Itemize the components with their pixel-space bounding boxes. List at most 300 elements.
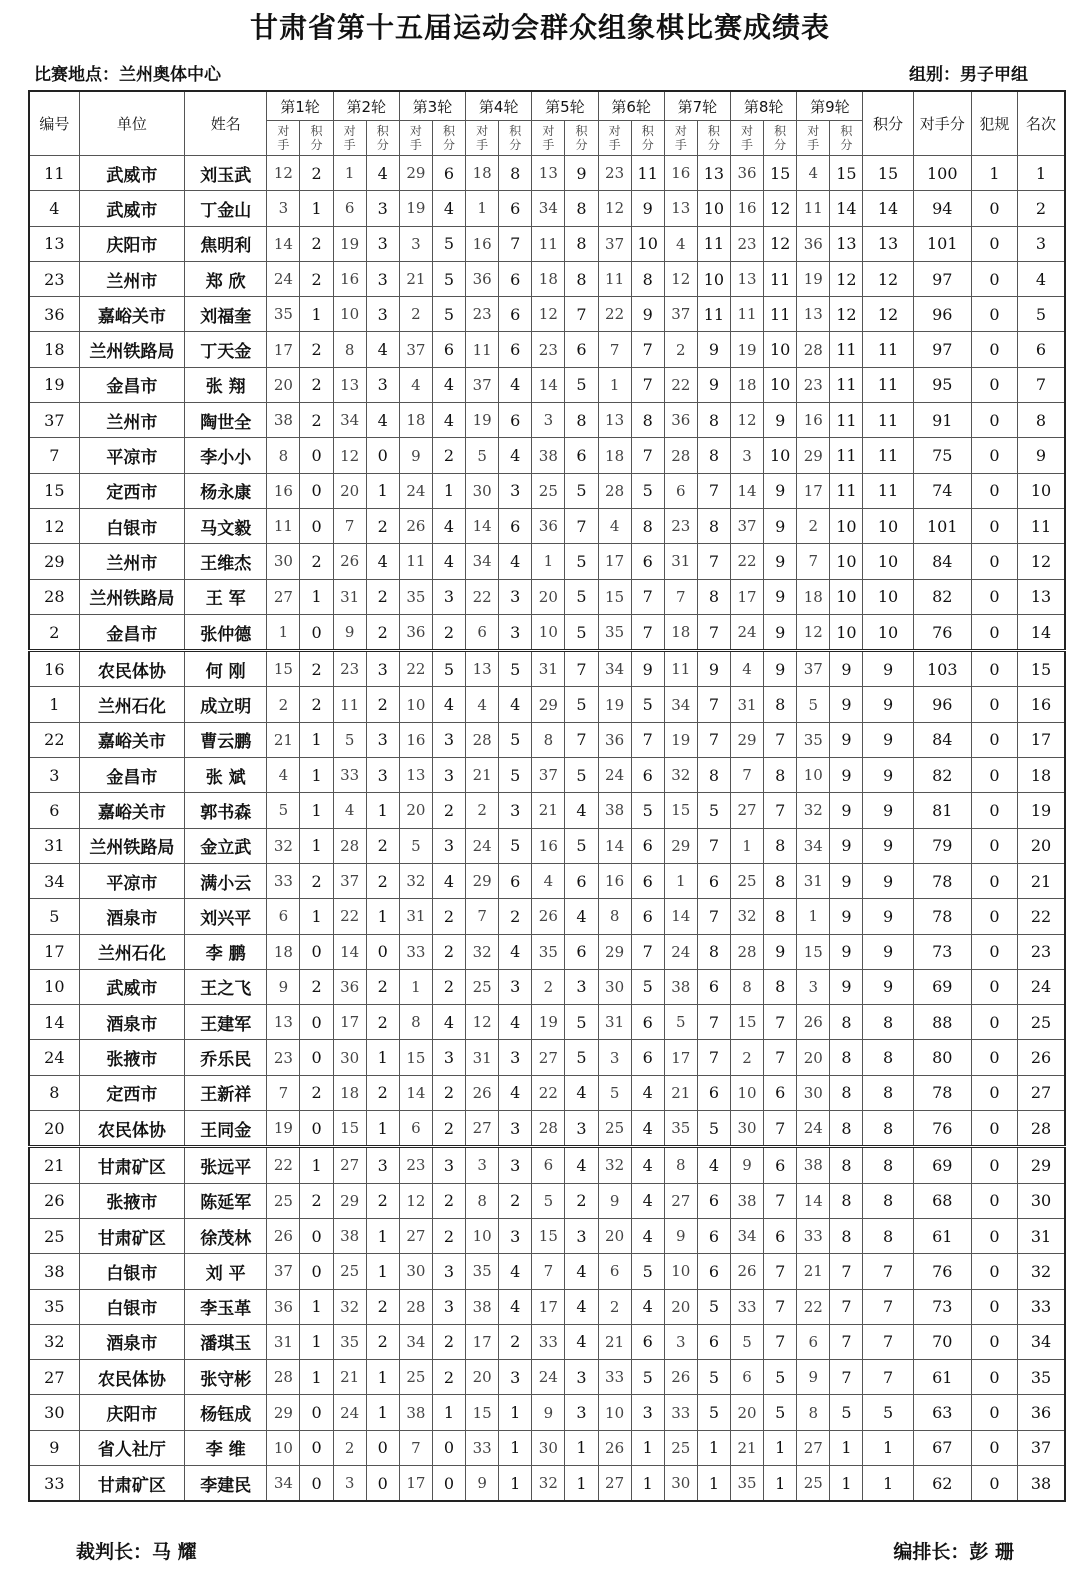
round-7-points: 8 — [697, 438, 730, 473]
table-row — [29, 1040, 1065, 1075]
round-7-opponent: 13 — [664, 191, 697, 226]
round-5-points: 9 — [565, 156, 598, 191]
round-8-opponent: 29 — [731, 722, 764, 757]
round-5-opponent: 25 — [532, 473, 565, 508]
round-5-points: 4 — [565, 1147, 598, 1183]
round-7-points: 5 — [697, 1360, 730, 1395]
round-4-points: 2 — [499, 899, 532, 934]
table-row — [29, 332, 1065, 367]
round-5-points: 7 — [565, 722, 598, 757]
round-1-points: 2 — [300, 156, 333, 191]
total-score: 8 — [863, 1218, 913, 1253]
player-number: 37 — [29, 403, 79, 438]
round-6-opponent: 11 — [598, 261, 631, 296]
round-8-points: 8 — [764, 758, 797, 793]
total-score: 9 — [863, 863, 913, 898]
round-9-opponent: 10 — [797, 758, 830, 793]
round-9-points: 7 — [830, 1254, 863, 1289]
round-7-opponent: 12 — [664, 261, 697, 296]
rank: 31 — [1018, 1218, 1065, 1253]
round-7-points: 5 — [697, 793, 730, 828]
opponent-score: 82 — [913, 579, 971, 614]
round-1-opponent: 14 — [267, 226, 300, 261]
header-round-3-opp: 对 手 — [399, 121, 432, 156]
header-no: 编号 — [29, 91, 79, 156]
rank: 25 — [1018, 1005, 1065, 1040]
round-3-opponent: 33 — [399, 934, 432, 969]
rank: 13 — [1018, 579, 1065, 614]
round-4-points: 1 — [499, 1430, 532, 1465]
round-6-points: 1 — [631, 1465, 664, 1501]
player-name: 何 刚 — [185, 651, 267, 687]
round-1-opponent: 2 — [267, 687, 300, 722]
total-score: 10 — [863, 614, 913, 650]
round-4-points: 4 — [499, 1254, 532, 1289]
table-row — [29, 367, 1065, 402]
round-8-points: 9 — [764, 579, 797, 614]
round-6-opponent: 5 — [598, 1075, 631, 1110]
total-score: 11 — [863, 403, 913, 438]
player-name: 潘琪玉 — [185, 1324, 267, 1359]
round-8-opponent: 38 — [731, 1183, 764, 1218]
header-round-2: 第2轮 — [333, 91, 399, 121]
round-5-points: 6 — [565, 332, 598, 367]
round-2-points: 0 — [366, 934, 399, 969]
opponent-score: 81 — [913, 793, 971, 828]
round-8-points: 9 — [764, 934, 797, 969]
table-row — [29, 1147, 1065, 1183]
round-8-opponent: 34 — [731, 1218, 764, 1253]
round-9-opponent: 18 — [797, 579, 830, 614]
round-6-points: 6 — [631, 828, 664, 863]
player-name: 乔乐民 — [185, 1040, 267, 1075]
table-row — [29, 508, 1065, 543]
player-unit: 兰州市 — [79, 403, 184, 438]
round-5-points: 7 — [565, 508, 598, 543]
round-6-opponent: 22 — [598, 297, 631, 332]
round-8-opponent: 21 — [731, 1430, 764, 1465]
round-1-opponent: 8 — [267, 438, 300, 473]
round-4-opponent: 36 — [466, 261, 499, 296]
opponent-score: 70 — [913, 1324, 971, 1359]
round-8-points: 8 — [764, 863, 797, 898]
table-row — [29, 261, 1065, 296]
player-number: 6 — [29, 793, 79, 828]
round-3-points: 4 — [432, 687, 465, 722]
player-number: 1 — [29, 687, 79, 722]
round-4-opponent: 11 — [466, 332, 499, 367]
round-4-opponent: 9 — [466, 1465, 499, 1501]
round-2-points: 1 — [366, 1111, 399, 1147]
round-1-opponent: 32 — [267, 828, 300, 863]
table-row — [29, 828, 1065, 863]
round-4-points: 4 — [499, 438, 532, 473]
round-3-points: 0 — [432, 1430, 465, 1465]
round-8-points: 1 — [764, 1465, 797, 1501]
opponent-score: 80 — [913, 1040, 971, 1075]
round-8-points: 6 — [764, 1075, 797, 1110]
round-4-opponent: 29 — [466, 863, 499, 898]
round-2-opponent: 15 — [333, 1111, 366, 1147]
player-unit: 兰州市 — [79, 261, 184, 296]
opponent-score: 73 — [913, 934, 971, 969]
rank: 12 — [1018, 544, 1065, 579]
foul-count: 0 — [971, 1289, 1017, 1324]
round-6-points: 4 — [631, 1218, 664, 1253]
round-7-points: 11 — [697, 297, 730, 332]
round-8-opponent: 2 — [731, 1040, 764, 1075]
player-unit: 兰州石化 — [79, 934, 184, 969]
player-number: 13 — [29, 226, 79, 261]
foul-count: 0 — [971, 793, 1017, 828]
round-9-opponent: 8 — [797, 1395, 830, 1430]
round-9-points: 8 — [830, 1147, 863, 1183]
round-4-points: 4 — [499, 1289, 532, 1324]
round-4-points: 5 — [499, 758, 532, 793]
round-4-points: 3 — [499, 579, 532, 614]
round-3-points: 6 — [432, 332, 465, 367]
round-9-opponent: 26 — [797, 1005, 830, 1040]
round-9-opponent: 34 — [797, 828, 830, 863]
player-number: 3 — [29, 758, 79, 793]
round-9-points: 9 — [830, 758, 863, 793]
round-1-points: 0 — [300, 1430, 333, 1465]
round-6-points: 4 — [631, 1147, 664, 1183]
round-2-opponent: 17 — [333, 1005, 366, 1040]
foul-count: 0 — [971, 1005, 1017, 1040]
round-9-points: 8 — [830, 1075, 863, 1110]
player-unit: 张掖市 — [79, 1183, 184, 1218]
round-8-points: 6 — [764, 1147, 797, 1183]
total-score: 8 — [863, 1111, 913, 1147]
header-round-3-pts: 积 分 — [432, 121, 465, 156]
round-4-points: 4 — [499, 544, 532, 579]
round-5-opponent: 35 — [532, 934, 565, 969]
round-6-opponent: 29 — [598, 934, 631, 969]
round-8-opponent: 6 — [731, 1360, 764, 1395]
table-row — [29, 1395, 1065, 1430]
opponent-score: 61 — [913, 1360, 971, 1395]
round-2-opponent: 30 — [333, 1040, 366, 1075]
round-1-opponent: 35 — [267, 297, 300, 332]
header-round-8-pts: 积 分 — [764, 121, 797, 156]
round-8-points: 7 — [764, 1324, 797, 1359]
foul-count: 0 — [971, 687, 1017, 722]
round-6-points: 6 — [631, 1324, 664, 1359]
foul-count: 0 — [971, 473, 1017, 508]
round-7-points: 6 — [697, 969, 730, 1004]
round-3-points: 3 — [432, 722, 465, 757]
round-4-points: 6 — [499, 332, 532, 367]
round-9-points: 11 — [830, 332, 863, 367]
round-3-points: 4 — [432, 544, 465, 579]
round-1-points: 0 — [300, 1395, 333, 1430]
opponent-score: 61 — [913, 1218, 971, 1253]
round-6-points: 4 — [631, 1183, 664, 1218]
round-1-opponent: 16 — [267, 473, 300, 508]
player-number: 14 — [29, 1005, 79, 1040]
round-9-opponent: 12 — [797, 614, 830, 650]
round-6-points: 6 — [631, 1040, 664, 1075]
round-3-points: 0 — [432, 1465, 465, 1501]
round-1-points: 0 — [300, 473, 333, 508]
round-3-opponent: 38 — [399, 1395, 432, 1430]
player-number: 2 — [29, 614, 79, 650]
round-9-points: 10 — [830, 579, 863, 614]
player-unit: 甘肃矿区 — [79, 1147, 184, 1183]
round-6-opponent: 1 — [598, 367, 631, 402]
rank: 23 — [1018, 934, 1065, 969]
header-round-2-pts: 积 分 — [366, 121, 399, 156]
table-row — [29, 1289, 1065, 1324]
round-5-points: 3 — [565, 1218, 598, 1253]
foul-count: 0 — [971, 1040, 1017, 1075]
round-6-opponent: 10 — [598, 1395, 631, 1430]
round-9-opponent: 22 — [797, 1289, 830, 1324]
round-7-opponent: 36 — [664, 403, 697, 438]
total-score: 12 — [863, 261, 913, 296]
round-5-opponent: 2 — [532, 969, 565, 1004]
round-7-points: 7 — [697, 899, 730, 934]
round-5-opponent: 29 — [532, 687, 565, 722]
round-1-points: 1 — [300, 758, 333, 793]
player-number: 25 — [29, 1218, 79, 1253]
rank: 38 — [1018, 1465, 1065, 1501]
round-7-opponent: 25 — [664, 1430, 697, 1465]
round-1-opponent: 10 — [267, 1430, 300, 1465]
round-7-opponent: 31 — [664, 544, 697, 579]
player-number: 8 — [29, 1075, 79, 1110]
foul-count: 0 — [971, 1218, 1017, 1253]
round-7-opponent: 2 — [664, 332, 697, 367]
round-5-opponent: 19 — [532, 1005, 565, 1040]
total-score: 11 — [863, 438, 913, 473]
round-8-points: 6 — [764, 1218, 797, 1253]
round-1-points: 0 — [300, 1005, 333, 1040]
round-5-opponent: 9 — [532, 1395, 565, 1430]
total-score: 11 — [863, 473, 913, 508]
round-9-points: 12 — [830, 297, 863, 332]
player-name: 王维杰 — [185, 544, 267, 579]
opponent-score: 67 — [913, 1430, 971, 1465]
round-5-points: 8 — [565, 403, 598, 438]
round-2-points: 0 — [366, 438, 399, 473]
round-8-opponent: 8 — [731, 969, 764, 1004]
round-8-opponent: 4 — [731, 651, 764, 687]
player-name: 李建民 — [185, 1465, 267, 1501]
rank: 14 — [1018, 614, 1065, 650]
player-number: 36 — [29, 297, 79, 332]
round-7-opponent: 11 — [664, 651, 697, 687]
round-8-points: 9 — [764, 403, 797, 438]
round-4-opponent: 15 — [466, 1395, 499, 1430]
round-9-points: 9 — [830, 651, 863, 687]
round-5-opponent: 12 — [532, 297, 565, 332]
opponent-score: 76 — [913, 1111, 971, 1147]
round-6-points: 3 — [631, 1395, 664, 1430]
round-9-opponent: 14 — [797, 1183, 830, 1218]
player-name: 郭书森 — [185, 793, 267, 828]
round-9-points: 11 — [830, 438, 863, 473]
player-unit: 嘉峪关市 — [79, 722, 184, 757]
round-5-points: 4 — [565, 899, 598, 934]
round-4-points: 4 — [499, 934, 532, 969]
round-8-opponent: 37 — [731, 508, 764, 543]
player-number: 38 — [29, 1254, 79, 1289]
round-1-points: 0 — [300, 1465, 333, 1501]
player-number: 26 — [29, 1183, 79, 1218]
round-5-points: 7 — [565, 297, 598, 332]
round-8-points: 10 — [764, 332, 797, 367]
header-round-4-pts: 积 分 — [499, 121, 532, 156]
round-4-points: 3 — [499, 1218, 532, 1253]
round-8-opponent: 18 — [731, 367, 764, 402]
round-2-opponent: 25 — [333, 1254, 366, 1289]
round-3-points: 3 — [432, 579, 465, 614]
round-5-points: 3 — [565, 1395, 598, 1430]
round-6-points: 8 — [631, 261, 664, 296]
player-name: 杨永康 — [185, 473, 267, 508]
round-9-opponent: 1 — [797, 899, 830, 934]
table-row — [29, 687, 1065, 722]
round-4-points: 1 — [499, 1395, 532, 1430]
header-opp-score: 对手分 — [913, 91, 971, 156]
player-unit: 白银市 — [79, 1289, 184, 1324]
round-9-opponent: 9 — [797, 1360, 830, 1395]
round-1-opponent: 5 — [267, 793, 300, 828]
round-1-points: 1 — [300, 1147, 333, 1183]
round-1-opponent: 18 — [267, 934, 300, 969]
header-round-9-opp: 对 手 — [797, 121, 830, 156]
round-3-points: 5 — [432, 651, 465, 687]
round-5-points: 5 — [565, 828, 598, 863]
round-8-opponent: 32 — [731, 899, 764, 934]
round-1-points: 1 — [300, 191, 333, 226]
player-number: 22 — [29, 722, 79, 757]
opponent-score: 76 — [913, 614, 971, 650]
table-row — [29, 156, 1065, 191]
round-5-opponent: 24 — [532, 1360, 565, 1395]
header-round-8: 第8轮 — [731, 91, 797, 121]
round-7-points: 7 — [697, 828, 730, 863]
round-1-points: 2 — [300, 332, 333, 367]
round-1-opponent: 33 — [267, 863, 300, 898]
round-2-opponent: 14 — [333, 934, 366, 969]
round-8-points: 9 — [764, 544, 797, 579]
round-2-opponent: 7 — [333, 508, 366, 543]
rank: 3 — [1018, 226, 1065, 261]
round-5-points: 5 — [565, 614, 598, 650]
player-name: 王新祥 — [185, 1075, 267, 1110]
rank: 30 — [1018, 1183, 1065, 1218]
round-6-points: 8 — [631, 403, 664, 438]
round-4-points: 4 — [499, 1005, 532, 1040]
player-unit: 定西市 — [79, 473, 184, 508]
round-9-opponent: 23 — [797, 367, 830, 402]
round-7-points: 10 — [697, 261, 730, 296]
round-6-points: 7 — [631, 332, 664, 367]
round-3-opponent: 26 — [399, 508, 432, 543]
round-5-points: 6 — [565, 863, 598, 898]
total-score: 5 — [863, 1395, 913, 1430]
round-5-points: 5 — [565, 687, 598, 722]
round-9-points: 9 — [830, 793, 863, 828]
player-name: 张远平 — [185, 1147, 267, 1183]
round-4-opponent: 4 — [466, 687, 499, 722]
player-unit: 白银市 — [79, 1254, 184, 1289]
round-1-opponent: 22 — [267, 1147, 300, 1183]
player-unit: 定西市 — [79, 1075, 184, 1110]
total-score: 7 — [863, 1289, 913, 1324]
player-unit: 嘉峪关市 — [79, 297, 184, 332]
round-3-points: 3 — [432, 1289, 465, 1324]
round-3-points: 4 — [432, 1005, 465, 1040]
round-2-points: 2 — [366, 863, 399, 898]
round-6-opponent: 37 — [598, 226, 631, 261]
table-row — [29, 226, 1065, 261]
round-7-opponent: 10 — [664, 1254, 697, 1289]
round-5-points: 5 — [565, 544, 598, 579]
header-rank: 名次 — [1018, 91, 1065, 156]
table-row — [29, 1075, 1065, 1110]
round-7-opponent: 7 — [664, 579, 697, 614]
round-4-points: 3 — [499, 793, 532, 828]
round-7-points: 6 — [697, 1075, 730, 1110]
round-9-opponent: 31 — [797, 863, 830, 898]
rank: 29 — [1018, 1147, 1065, 1183]
table-row — [29, 544, 1065, 579]
round-3-opponent: 24 — [399, 473, 432, 508]
round-8-points: 7 — [764, 793, 797, 828]
round-4-points: 6 — [499, 297, 532, 332]
round-2-opponent: 8 — [333, 332, 366, 367]
round-3-opponent: 21 — [399, 261, 432, 296]
round-6-points: 4 — [631, 1111, 664, 1147]
round-7-opponent: 5 — [664, 1005, 697, 1040]
round-7-points: 10 — [697, 191, 730, 226]
round-3-points: 2 — [432, 1075, 465, 1110]
round-2-opponent: 3 — [333, 1465, 366, 1501]
round-4-opponent: 3 — [466, 1147, 499, 1183]
round-7-points: 7 — [697, 614, 730, 650]
round-7-opponent: 30 — [664, 1465, 697, 1501]
table-row — [29, 473, 1065, 508]
round-7-points: 7 — [697, 722, 730, 757]
round-2-points: 2 — [366, 1324, 399, 1359]
round-1-points: 2 — [300, 1075, 333, 1110]
total-score: 1 — [863, 1430, 913, 1465]
round-5-opponent: 14 — [532, 367, 565, 402]
rank: 9 — [1018, 438, 1065, 473]
round-1-points: 0 — [300, 438, 333, 473]
rank: 32 — [1018, 1254, 1065, 1289]
foul-count: 0 — [971, 1183, 1017, 1218]
round-1-opponent: 26 — [267, 1218, 300, 1253]
rank: 16 — [1018, 687, 1065, 722]
round-5-opponent: 8 — [532, 722, 565, 757]
round-7-opponent: 29 — [664, 828, 697, 863]
round-6-points: 5 — [631, 473, 664, 508]
round-6-opponent: 18 — [598, 438, 631, 473]
player-name: 李小小 — [185, 438, 267, 473]
round-8-points: 11 — [764, 297, 797, 332]
round-5-opponent: 11 — [532, 226, 565, 261]
round-3-opponent: 10 — [399, 687, 432, 722]
round-5-opponent: 31 — [532, 651, 565, 687]
rank: 17 — [1018, 722, 1065, 757]
round-5-points: 1 — [565, 1430, 598, 1465]
round-1-points: 1 — [300, 722, 333, 757]
